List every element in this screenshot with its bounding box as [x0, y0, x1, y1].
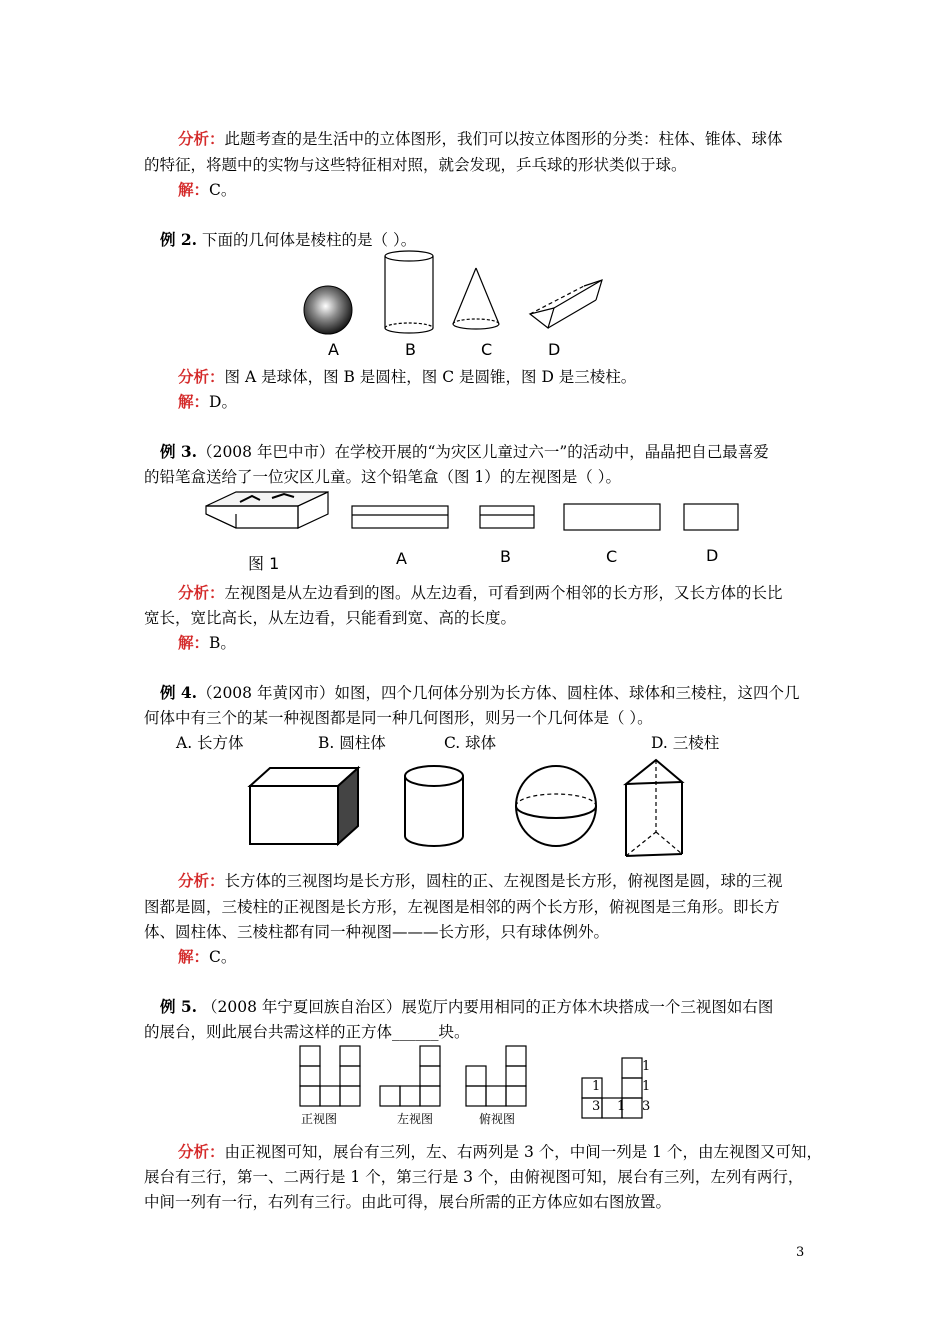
ex2-question: 例 2. 下面的几何体是棱柱的是（ ）。: [160, 230, 417, 249]
ex2-analysis: 分析：图 A 是球体，图 B 是圆柱，图 C 是圆锥，图 D 是三棱柱。: [178, 367, 637, 386]
ex4-analysis-line-1: 分析：长方体的三视图均是长方形，圆柱的正、左视图是长方形，俯视图是圆，球的三视: [178, 871, 783, 890]
ex3-analysis-line-1: 分析：左视图是从左边看到的图。从左边看，可看到两个相邻的长方形，又长方体的长比: [178, 583, 783, 602]
triangular-prism-figure: [530, 280, 602, 328]
grid-number: 3: [592, 1099, 601, 1114]
ex5-analysis-line-1: 分析：由正视图可知，展台有三列，左、右两列是 3 个，中间一列是 1 个，由左视图又可知，: [178, 1142, 822, 1161]
ex4-question-line-1: 例 4.（2008 年黄冈市）如图，四个几何体分别为长方体、圆柱体、球体和三棱柱，这四个几: [160, 683, 800, 702]
ex2-option-d: D: [548, 340, 561, 359]
left-view: [380, 1046, 440, 1106]
ex3-option-a: A: [396, 549, 407, 568]
pencil-box-figure: [206, 492, 328, 528]
ex1-analysis-line-2: 的特征，将题中的实物与这些特征相对照，就会发现，乒乓球的形状类似于球。: [144, 156, 687, 174]
answer-grid: [582, 1058, 642, 1118]
ex4-choice-d: D. 三棱柱: [651, 734, 720, 752]
front-view-label: 正视图: [301, 1112, 338, 1126]
sphere-figure-2: [516, 766, 596, 846]
ex2-option-a: A: [328, 340, 339, 359]
ex5-analysis-line-3: 中间一列有一行，右列有三行。由此可得，展台所需的正方体应如右图放置。: [144, 1193, 672, 1211]
cuboid-figure: [250, 768, 358, 844]
ex5-question-line-2: 的展台，则此展台共需这样的正方体______块。: [144, 1023, 470, 1041]
cylinder-figure-2: [405, 766, 463, 846]
ex3-analysis-line-2: 宽长，宽比高长，从左边看，只能看到宽、高的长度。: [144, 609, 517, 627]
top-view: [466, 1046, 526, 1106]
ex3-option-d: D: [706, 546, 719, 565]
ex4-choice-a: A. 长方体: [176, 734, 244, 752]
ex3-question-line-2: 的铅笔盒送给了一位灾区儿童。这个铅笔盒（图 1）的左视图是（ ）。: [144, 468, 621, 486]
cone-figure: [453, 268, 499, 329]
ex3-answer: 解：B。: [178, 633, 236, 652]
ex3-option-c: C: [606, 547, 618, 566]
ex3-figures: [200, 488, 750, 548]
grid-number: 1: [592, 1079, 601, 1094]
ex3-option-b: B: [500, 547, 511, 566]
top-view-label: 俯视图: [479, 1112, 516, 1126]
ex4-analysis-line-3: 体、圆柱体、三棱柱都有同一种视图———长方形，只有球体例外。: [144, 923, 610, 941]
view-c: [564, 504, 660, 530]
grid-number: 1: [617, 1099, 626, 1114]
ex3-figure-label: 图 1: [248, 554, 280, 573]
triangular-prism-figure-2: [626, 760, 682, 856]
ex2-figures: [290, 248, 630, 358]
ex2-option-b: B: [405, 340, 416, 359]
ex5-analysis-line-2: 展台有三行，第一、二两行是 1 个，第三行是 3 个，由俯视图可知，展台有三列，左列有两行，: [144, 1168, 804, 1186]
ex1-analysis-line-1: 分析：此题考查的是生活中的立体图形，我们可以按立体图形的分类：柱体、锥体、球体: [178, 129, 783, 148]
ex2-answer: 解：D。: [178, 392, 237, 411]
grid-number: 1: [642, 1079, 651, 1094]
ex4-analysis-line-2: 图都是圆，三棱柱的正视图是长方形，左视图是相邻的两个长方形，俯视图是三角形。即长方: [144, 898, 780, 916]
ex4-figures: [246, 752, 706, 862]
ex3-question-line-1: 例 3.（2008 年巴中市）在学校开展的“为灾区儿童过六一”的活动中，晶晶把自己最喜爱: [160, 442, 769, 461]
ex4-question-line-2: 何体中有三个的某一种视图都是同一种几何图形，则另一个几何体是（ ）。: [144, 709, 653, 727]
view-a: [352, 506, 448, 528]
ex2-option-c: C: [481, 340, 493, 359]
page-number: 3: [796, 1245, 805, 1260]
ex4-choice-c: C. 球体: [444, 734, 497, 752]
grid-number: 3: [642, 1099, 651, 1114]
front-view: [300, 1046, 360, 1106]
ex5-question-line-1: 例 5. （2008 年宁夏回族自治区）展览厅内要用相同的正方体木块搭成一个三视图如右图: [160, 997, 774, 1016]
left-view-label: 左视图: [397, 1112, 434, 1126]
ex4-choice-b: B. 圆柱体: [318, 734, 386, 752]
ex4-answer: 解：C。: [178, 947, 237, 966]
analysis-label: 分析：: [178, 129, 225, 148]
view-b: [480, 506, 534, 528]
grid-number: 1: [642, 1059, 651, 1074]
cylinder-figure: [385, 251, 433, 333]
view-d: [684, 504, 738, 530]
sphere-figure: [304, 286, 352, 334]
ex1-answer: 解：C。: [178, 180, 237, 199]
